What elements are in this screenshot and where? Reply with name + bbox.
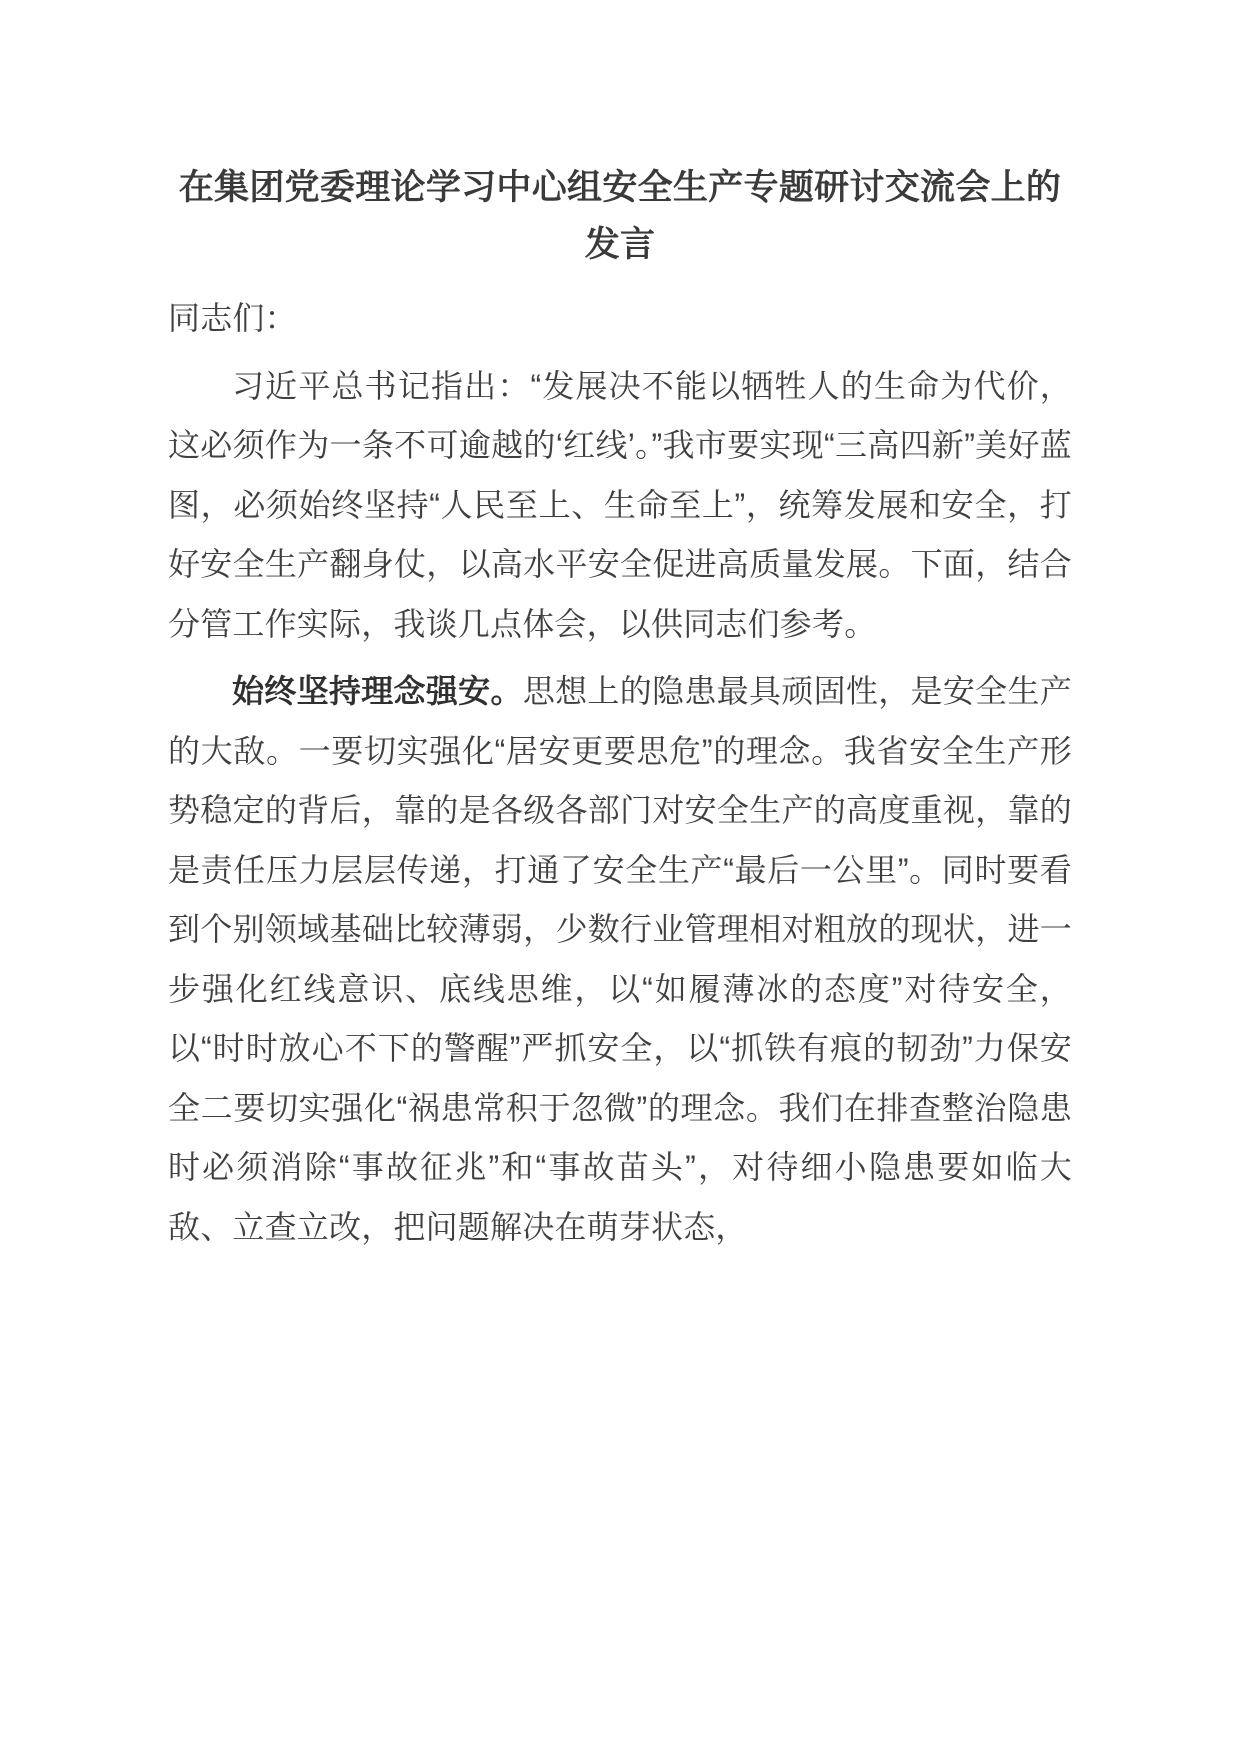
page-title-line-2: 发言 [584,224,656,264]
page-title [168,160,1072,273]
paragraph-2-lead: 始终坚持理念强安。 [232,673,523,710]
salutation: 同志们： [168,300,297,337]
paragraph-2-text: 思想上的隐患最具顽固性，是安全生产的大敌。一要切实强化“居安更要思危”的理念。我省安全生产形势稳定的背后，靠的是各级各部门对安全生产的高度重视，靠的是责任压力层层传递，打通了安全生产“最后一公里”。同时要看到个别领域基础比较薄弱，少数行业管理相对粗放的现状，进一步强化红线意识、底线思维，以“如履薄冰的态度”对待安全，以“时时放心不下的警醒”严抓安全，以“抓铁有痕的韧劲”力保安全二要切实强化“祸患常积于忽微”的理念。我们在排查整治隐患时必须消除“事故征兆”和“事故苗头”，对待细小隐患要如临大敌、立查立改，把问题解决在萌芽状态， [168,673,1072,1245]
page-title-line-1: 在集团党委理论学习中心组安全生产专题研讨交流会上的 [178,168,1062,207]
body-paragraph-2 [168,662,1072,1257]
paragraph-1-text: 习近平总书记指出：“发展决不能以牺牲人的生命为代价，这必须作为一条不可逾越的‘红线’。”我市要实现“三高四新”美好蓝图，必须始终坚持“人民至上、生命至上”，统筹发展和安全，打好安全生产翻身仗，以高水平安全促进高质量发展。下面，结合分管工作实际，我谈几点体会，以供同志们参考。 [168,367,1072,642]
document-content [168,160,1072,1257]
body-paragraph-1 [168,357,1072,655]
